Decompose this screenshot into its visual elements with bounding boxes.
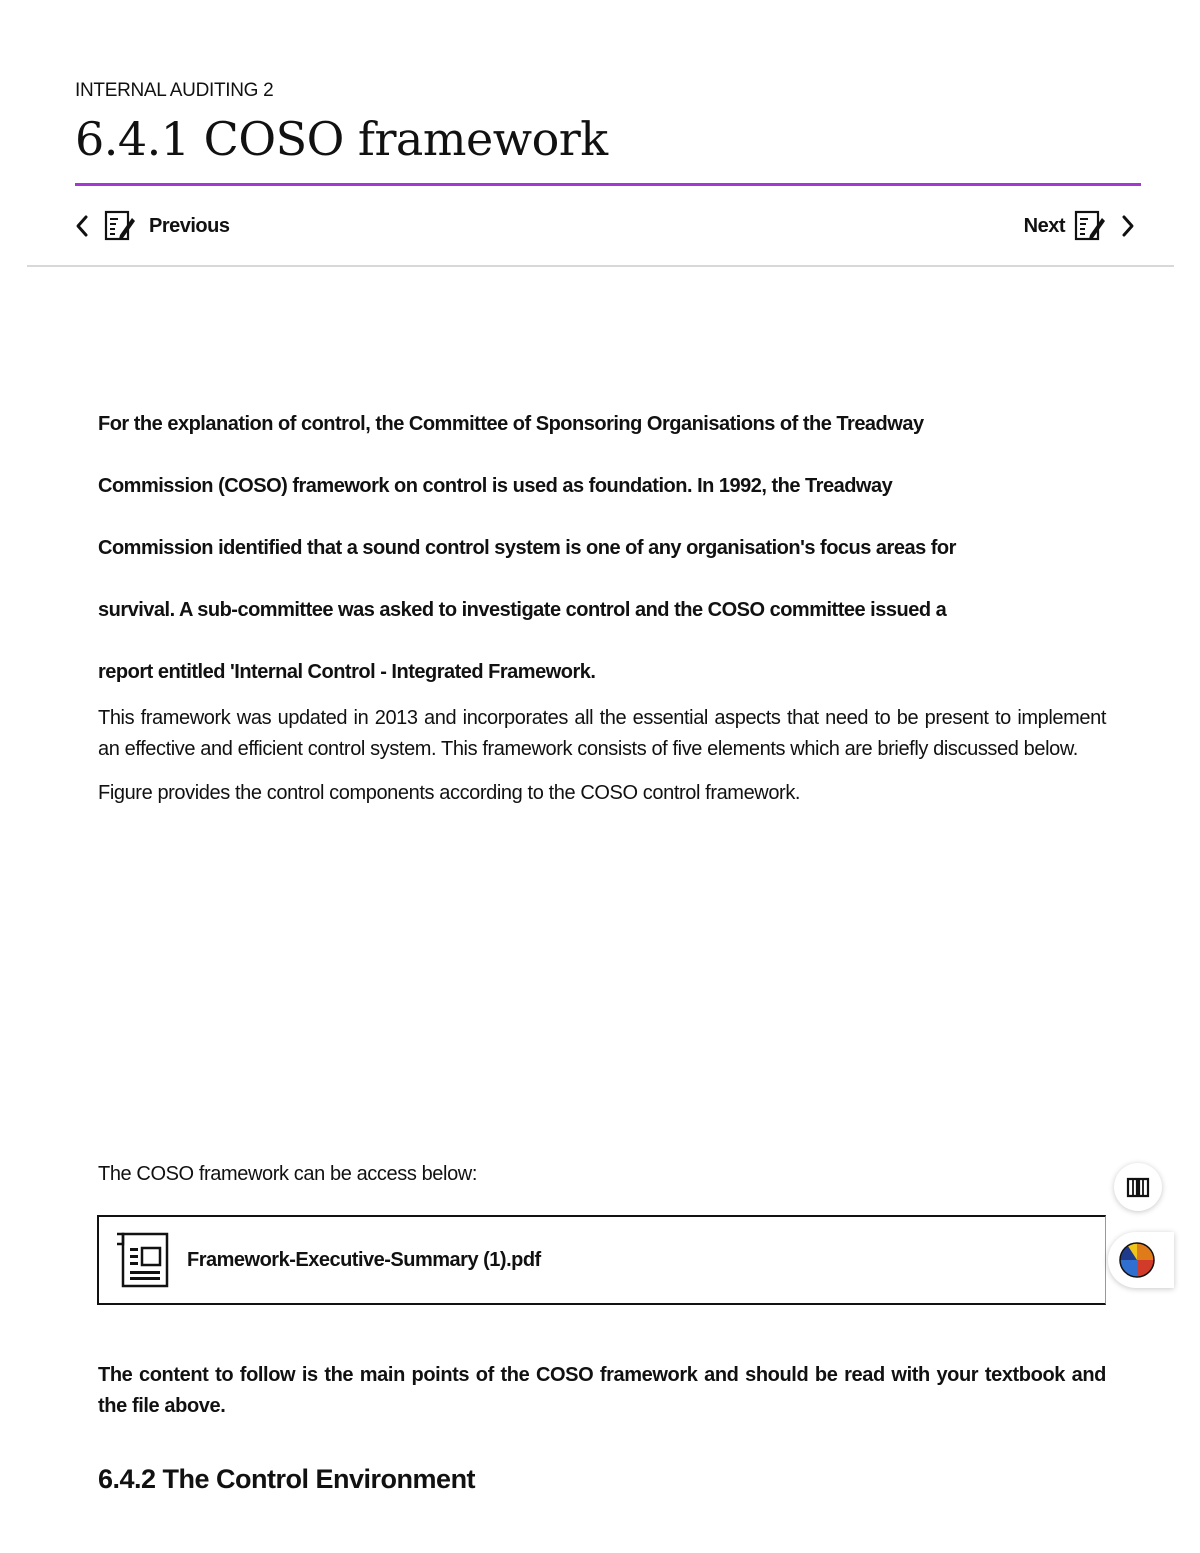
title-divider — [75, 183, 1141, 186]
next-label: Next — [1023, 214, 1065, 237]
chevron-right-icon — [1121, 214, 1135, 238]
closing-note: The content to follow is the main points of the COSO framework and should be read with your textbook and the file above. — [98, 1364, 1106, 1417]
previous-button[interactable] — [75, 204, 229, 248]
previous-label: Previous — [149, 214, 230, 237]
figure-caption: Figure provides the control components according to the COSO control framework. — [98, 782, 801, 804]
page-title: 6.4.1 COSO framework — [75, 112, 608, 166]
intro-line: For the explanation of control, the Committee of Sponsoring Organisations of the Treadway — [98, 413, 924, 435]
intro-paragraph — [98, 393, 1106, 703]
file-name: Framework-Executive-Summary (1).pdf — [187, 1248, 541, 1271]
file-attachment[interactable] — [97, 1215, 1106, 1305]
update-paragraph: This framework was updated in 2013 and incorporates all the essential aspects that need to be present to implement an effective and efficient control system. This framework consists of five elements which are briefly discussed below. — [98, 707, 1106, 760]
access-text: The COSO framework can be access below: — [98, 1163, 477, 1185]
color-wheel-icon — [1118, 1241, 1156, 1279]
book-icon — [1126, 1175, 1150, 1199]
intro-line: Commission (COSO) framework on control is used as foundation. In 1992, the Treadway — [98, 475, 893, 497]
intro-line: report entitled 'Internal Control - Integrated Framework. — [98, 661, 596, 683]
section-heading: 6.4.2 The Control Environment — [98, 1464, 476, 1494]
nav-divider — [27, 265, 1174, 267]
edit-note-icon — [103, 209, 137, 243]
course-label: INTERNAL AUDITING 2 — [75, 80, 274, 101]
chevron-left-icon — [75, 214, 89, 238]
accessibility-tool-button[interactable] — [1108, 1232, 1174, 1288]
intro-line: Commission identified that a sound control system is one of any organisation's focus areas for — [98, 537, 956, 559]
page-navigation — [75, 204, 1135, 248]
next-button[interactable] — [1024, 204, 1135, 248]
document-file-icon — [115, 1230, 173, 1290]
reader-tool-button[interactable] — [1114, 1163, 1162, 1211]
intro-line: survival. A sub-committee was asked to investigate control and the COSO committee issued a — [98, 599, 947, 621]
edit-note-icon — [1073, 209, 1107, 243]
main-content — [98, 393, 1106, 809]
